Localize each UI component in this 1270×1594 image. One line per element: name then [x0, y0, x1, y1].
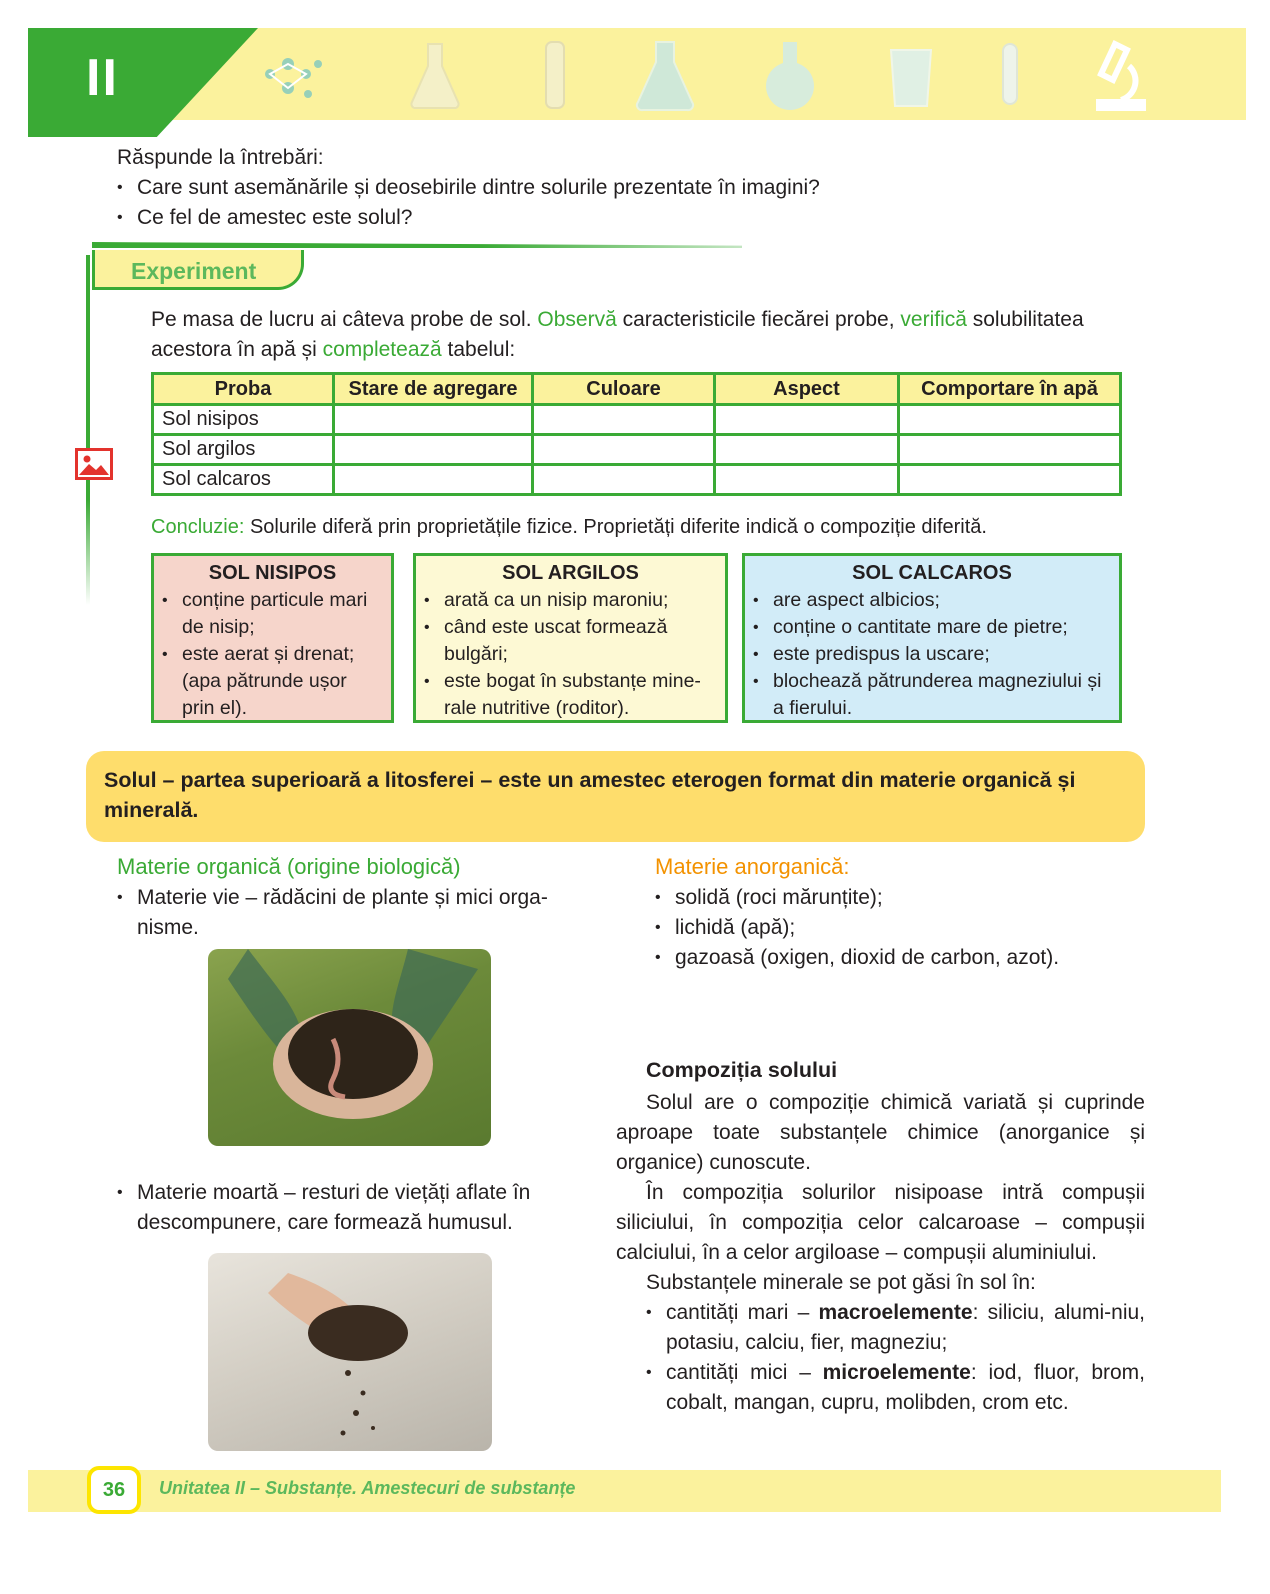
calcareous-soil-box — [742, 553, 1122, 723]
answer-cell[interactable] — [715, 465, 899, 495]
erlenmeyer-icon — [630, 36, 700, 114]
answer-cell[interactable] — [899, 435, 1121, 465]
organic-list-living — [117, 883, 602, 943]
soil-property: • conține o cantitate mare de pietre; — [753, 614, 1111, 641]
footer-unit-title: Unitatea II – Substanțe. Amestecuri de substanțe — [159, 1478, 576, 1498]
column-header: Culoare — [533, 374, 715, 405]
inorganic-list — [655, 883, 1059, 973]
conclusion — [151, 516, 1146, 539]
row-label: Sol calcaros — [153, 465, 334, 495]
list-item: • Materie vie – rădăcini de plante și mici orga-nisme. — [117, 883, 602, 943]
beaker-icon — [875, 36, 945, 114]
column-header: Comportare în apă — [899, 374, 1121, 405]
column-header: Aspect — [715, 374, 899, 405]
experiment-title: Experiment — [131, 258, 257, 284]
table-row — [153, 435, 1121, 465]
questions-title: Răspunde la întrebări: — [117, 146, 324, 169]
page-number: 36 — [87, 1466, 141, 1514]
term-microelements: microelemente — [822, 1361, 971, 1384]
soil-property: • blochează pătrunderea magneziului și a fierului. — [753, 668, 1111, 722]
answer-cell[interactable] — [334, 435, 533, 465]
composition-text — [616, 1088, 1145, 1418]
table-row — [153, 405, 1121, 435]
soil-box-title: SOL NISIPOS — [208, 562, 337, 584]
verb-verify: verifică — [900, 308, 967, 331]
experiment-instructions: Pe masa de lucru ai câteva probe de sol. Observă caracteristicile fiecărei probe, verifică solubilitatea acestora în apă și completează tabelul: — [151, 308, 1084, 361]
soil-box-title: SOL CALCAROS — [852, 562, 1012, 584]
answer-cell[interactable] — [533, 405, 715, 435]
soil-property: • când este uscat formează bulgări; — [424, 614, 717, 668]
soil-property: • este aerat și drenat; (apa pătrunde ușor prin el). — [162, 641, 383, 722]
sandy-soil-box — [151, 553, 394, 723]
verb-observe: Observă — [537, 308, 617, 331]
soil-in-hands-photo — [208, 949, 491, 1146]
answer-cell[interactable] — [533, 435, 715, 465]
unit-numeral: II — [86, 49, 119, 107]
crumbling-soil-photo — [208, 1253, 492, 1451]
clay-soil-box — [413, 553, 728, 723]
composition-title: Compoziția solului — [646, 1058, 838, 1082]
answer-cell[interactable] — [334, 465, 533, 495]
flask-icon — [400, 36, 470, 114]
list-item: • cantități mari – macroelemente: siliciu, alumi-niu, potasiu, calciu, fier, magneziu; — [646, 1298, 1145, 1358]
table-header-row — [153, 374, 1121, 405]
definition-box: Solul – partea superioară a litosferei – este un amestec eterogen format din materie organică și minerală. — [86, 751, 1145, 842]
list-item: • solidă (roci mărunțite); — [655, 883, 1059, 913]
mineral-quantities-list — [646, 1298, 1145, 1418]
column-header: Stare de agregare — [334, 374, 533, 405]
organic-list-dead — [117, 1178, 602, 1238]
verb-complete: completează — [322, 338, 442, 361]
question-item: • Care sunt asemănările și deosebirile dintre solurile prezentate în imagini? — [117, 173, 820, 203]
soil-property: • este bogat în substanțe mine-rale nutritive (roditor). — [424, 668, 717, 722]
experiment-top-line — [92, 242, 742, 248]
thermometer-icon — [520, 36, 590, 114]
composition-paragraph: În compoziția solurilor nisipoase intră compușii siliciului, în compoziția celor calcaroase – compușii calciului, în a celor argiloase – compușii aluminiului. — [616, 1181, 1145, 1264]
question-item: • Ce fel de amestec este solul? — [117, 203, 820, 233]
answer-cell[interactable] — [715, 405, 899, 435]
round-flask-icon — [755, 36, 825, 114]
microscope-icon — [1085, 36, 1155, 114]
answer-cell[interactable] — [715, 435, 899, 465]
organic-matter-title: Materie organică (origine biologică) — [117, 854, 461, 879]
answer-cell[interactable] — [899, 405, 1121, 435]
soil-property: • conține particule mari de nisip; — [162, 587, 383, 641]
image-gallery-icon[interactable] — [75, 448, 113, 480]
row-label: Sol argilos — [153, 435, 334, 465]
composition-paragraph: Solul are o compoziție chimică variată și cuprinde aproape toate substanțele chimice (anorganice și organice) cunoscute. — [616, 1091, 1145, 1174]
molecule-icon — [258, 36, 328, 114]
answer-cell[interactable] — [334, 405, 533, 435]
soil-property: • este predispus la uscare; — [753, 641, 1111, 668]
table-row — [153, 465, 1121, 495]
column-header: Proba — [153, 374, 334, 405]
soil-box-title: SOL ARGILOS — [502, 562, 639, 584]
test-tube-icon — [975, 36, 1045, 114]
list-item: • Materie moartă – resturi de viețăți aflate în descompunere, care formează humusul. — [117, 1178, 602, 1238]
list-item: • cantități mici – microelemente: iod, fluor, brom, cobalt, mangan, cupru, molibden, crom etc. — [646, 1358, 1145, 1418]
soil-property: • are aspect albicios; — [753, 587, 1111, 614]
term-macroelements: macroelemente — [818, 1301, 973, 1324]
list-item: • lichidă (apă); — [655, 913, 1059, 943]
list-item: • gazoasă (oxigen, dioxid de carbon, azot). — [655, 943, 1059, 973]
row-label: Sol nisipos — [153, 405, 334, 435]
answer-cell[interactable] — [899, 465, 1121, 495]
conclusion-text: Solurile diferă prin proprietățile fizice. Proprietăți diferite indică o compoziție diferită. — [244, 516, 987, 538]
answer-cell[interactable] — [533, 465, 715, 495]
inorganic-matter-title: Materie anorganică: — [655, 854, 850, 879]
soil-property: • arată ca un nisip maroniu; — [424, 587, 717, 614]
questions-list — [117, 173, 820, 233]
composition-paragraph: Substanțele minerale se pot găsi în sol în: — [646, 1271, 1036, 1294]
experiment-side-line — [86, 255, 90, 605]
conclusion-label: Concluzie: — [151, 516, 245, 538]
soil-observation-table — [151, 372, 1122, 496]
